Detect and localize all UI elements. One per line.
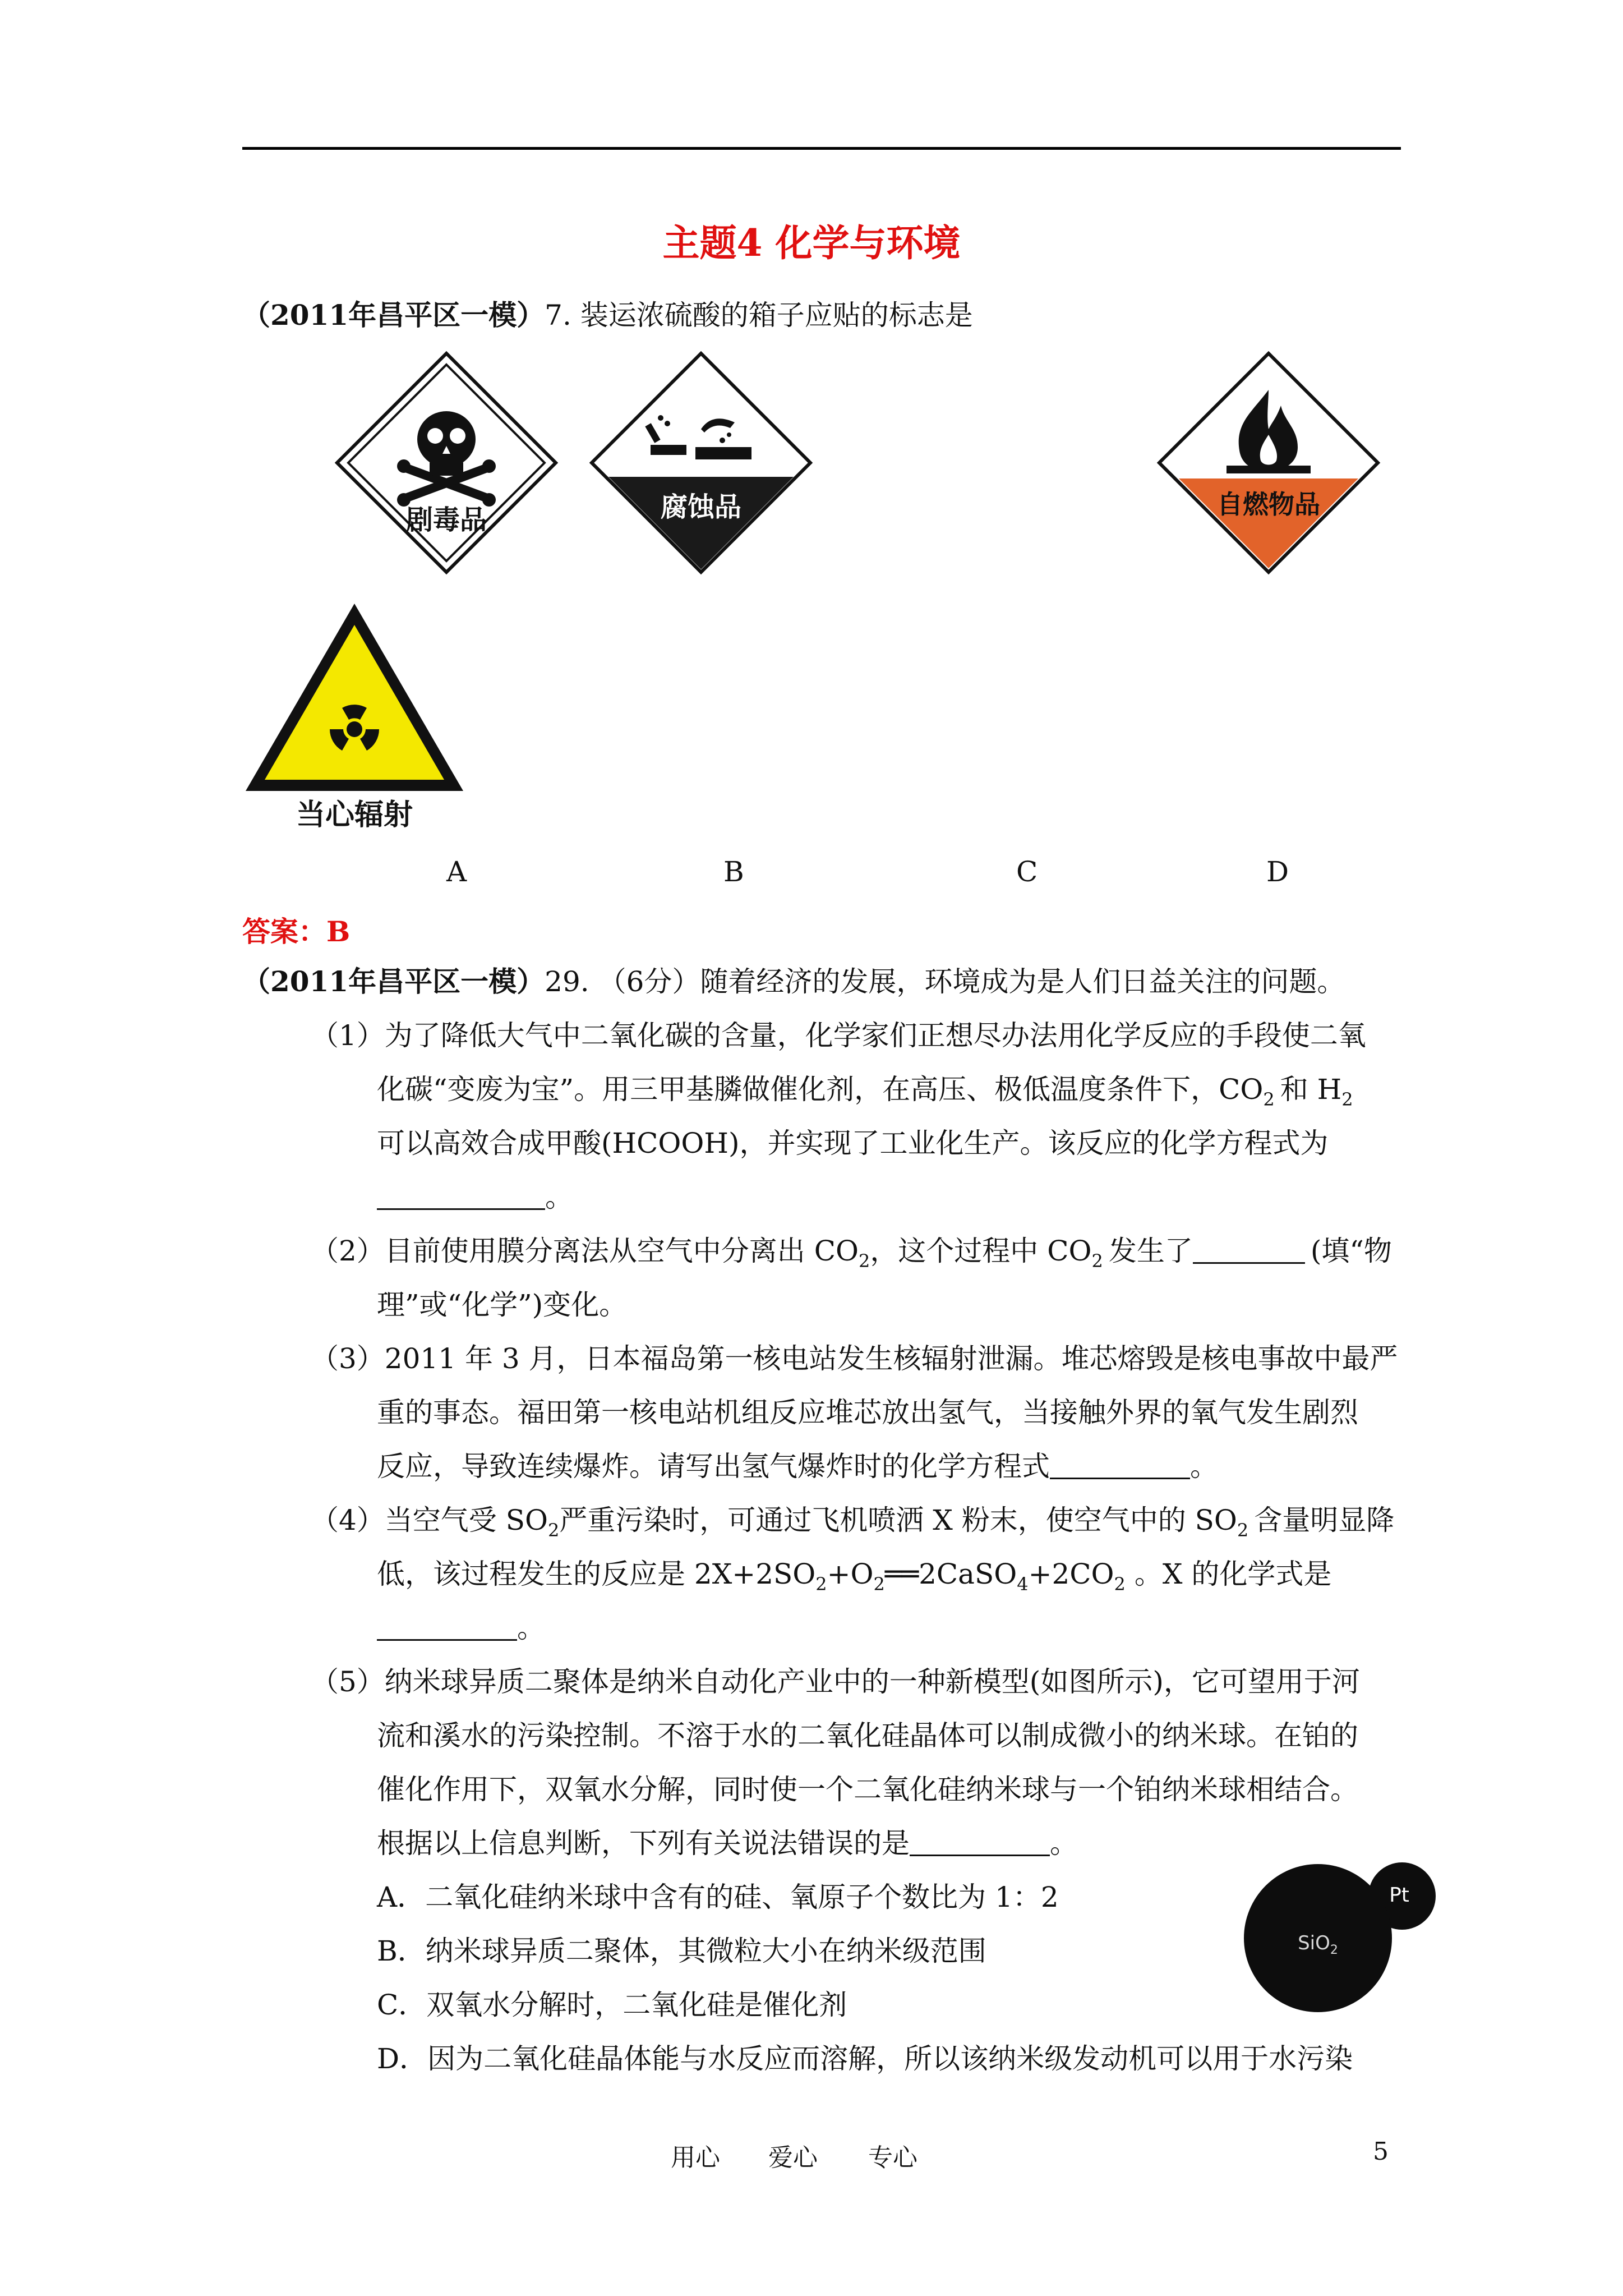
page-number: 5 [1373,2137,1389,2166]
q29-p2-line1: （2）目前使用膜分离法从空气中分离出 $CO_2$，这个过程中 $CO_2$ 发生了 (填“物 [311,1235,1392,1272]
q29-stem: 29. （6分）随着经济的发展，环境成为是人们日益关注的问题。 [545,965,1345,998]
q29-p4-line1: （4）当空气受 $SO_2$严重污染时，可通过飞机喷洒 X 粉末，使空气中的 $SO_2$ 含量明显降 [311,1504,1395,1541]
footer-motto-2: 爱心 [768,2143,818,2172]
q29-p5-line3: 催化作用下，双氧水分解，同时使一个二氧化硅纳米球与一个铂纳米球相结合。 [377,1773,1358,1806]
sio2-label: SiO$_2$ [1298,1932,1338,1957]
corrosive-label: 腐蚀品 [660,491,742,523]
corrosive-sign [589,351,813,575]
answer-blank[interactable] [1050,1453,1190,1479]
page-title: 主题4 化学与环境 [662,221,961,265]
answer-blank[interactable] [910,1830,1050,1856]
q29-line [242,955,1345,1009]
q29-p4-line2: 低，该过程发生的反应是 $2X+2SO_2+O_2══2CaSO_4+2CO_2$ 。X 的化学式是 [377,1558,1332,1595]
toxic-sign [334,351,559,575]
q7-stem: 7. 装运浓硫酸的箱子应贴的标志是 [545,299,973,332]
q29-p5-line4: 根据以上信息判断，下列有关说法错误的是 。 [377,1827,1078,1860]
q29-p3-line2: 重的事态。福田第一核电站机组反应堆芯放出氢气，当接触外界的氧气发生剧烈 [377,1396,1358,1429]
radiation-sign [242,600,467,836]
spontaneous-label: 自燃物品 [1217,489,1320,519]
footer-motto-1: 用心 [671,2143,720,2172]
answer-blank[interactable] [377,1184,545,1210]
q29-p2-line2: 理”或“化学”)变化。 [377,1289,628,1321]
q29-p5-line1: （5）纳米球异质二聚体是纳米自动化产业中的一种新模型(如图所示)，它可望用于河 [311,1665,1360,1698]
answer-blank[interactable] [1193,1237,1305,1264]
q29-p5-option-c: C．双氧水分解时，二氧化硅是催化剂 [377,1989,847,2021]
q29-p3-line1: （3）2011 年 3 月，日本福岛第一核电站发生核辐射泄漏。堆芯熔毁是核电事故中最严 [311,1342,1398,1375]
option-b: B [723,855,744,888]
toxic-label: 剧毒品 [405,504,487,536]
footer-motto-3: 专心 [868,2143,917,2172]
q29-p5-line2: 流和溪水的污染控制。不溶于水的二氧化硅晶体可以制成微小的纳米球。在铂的 [377,1719,1358,1752]
option-d: D [1266,855,1289,888]
header-rule [242,147,1401,150]
q29-p5-option-a: A．二氧化硅纳米球中含有的硅、氧原子个数比为 1：2 [377,1881,1059,1913]
pt-label: Pt [1389,1884,1409,1907]
q29-p4-line3: 。 [377,1601,545,1655]
q7-answer: 答案：B [242,915,351,948]
answer-blank[interactable] [377,1614,517,1641]
option-c: C [1016,855,1038,888]
radiation-label: 当心辐射 [296,798,413,832]
q29-p1-line3: 可以高效合成甲酸(HCOOH)，并实现了工业化生产。该反应的化学方程式为 [377,1127,1329,1159]
q29-p5-option-d: D．因为二氧化硅晶体能与水反应而溶解，所以该纳米级发动机可以用于水污染 [377,2042,1353,2075]
q29-p1-line1: （1）为了降低大气中二氧化碳的含量，化学家们正想尽办法用化学反应的手段使二氧 [311,1019,1366,1052]
q29-source: （2011年昌平区一模） [242,965,545,998]
q29-p5-option-b: B．纳米球异质二聚体，其微粒大小在纳米级范围 [377,1935,986,1967]
q29-p3-line3: 反应，导致连续爆炸。请写出氢气爆炸时的化学方程式 。 [377,1450,1218,1483]
q7-line [242,288,973,342]
q29-p1-line2: 化碳“变废为宝”。用三甲基膦做催化剂，在高压、极低温度条件下，$CO_2$ 和 $H_2$ [377,1073,1353,1110]
q7-source: （2011年昌平区一模） [242,298,545,332]
option-a: A [446,855,467,888]
q29-p1-line4: 。 [377,1170,573,1224]
spontaneous-combustion-sign [1156,351,1381,575]
nanosphere-dimer-figure [1239,1851,1436,2014]
